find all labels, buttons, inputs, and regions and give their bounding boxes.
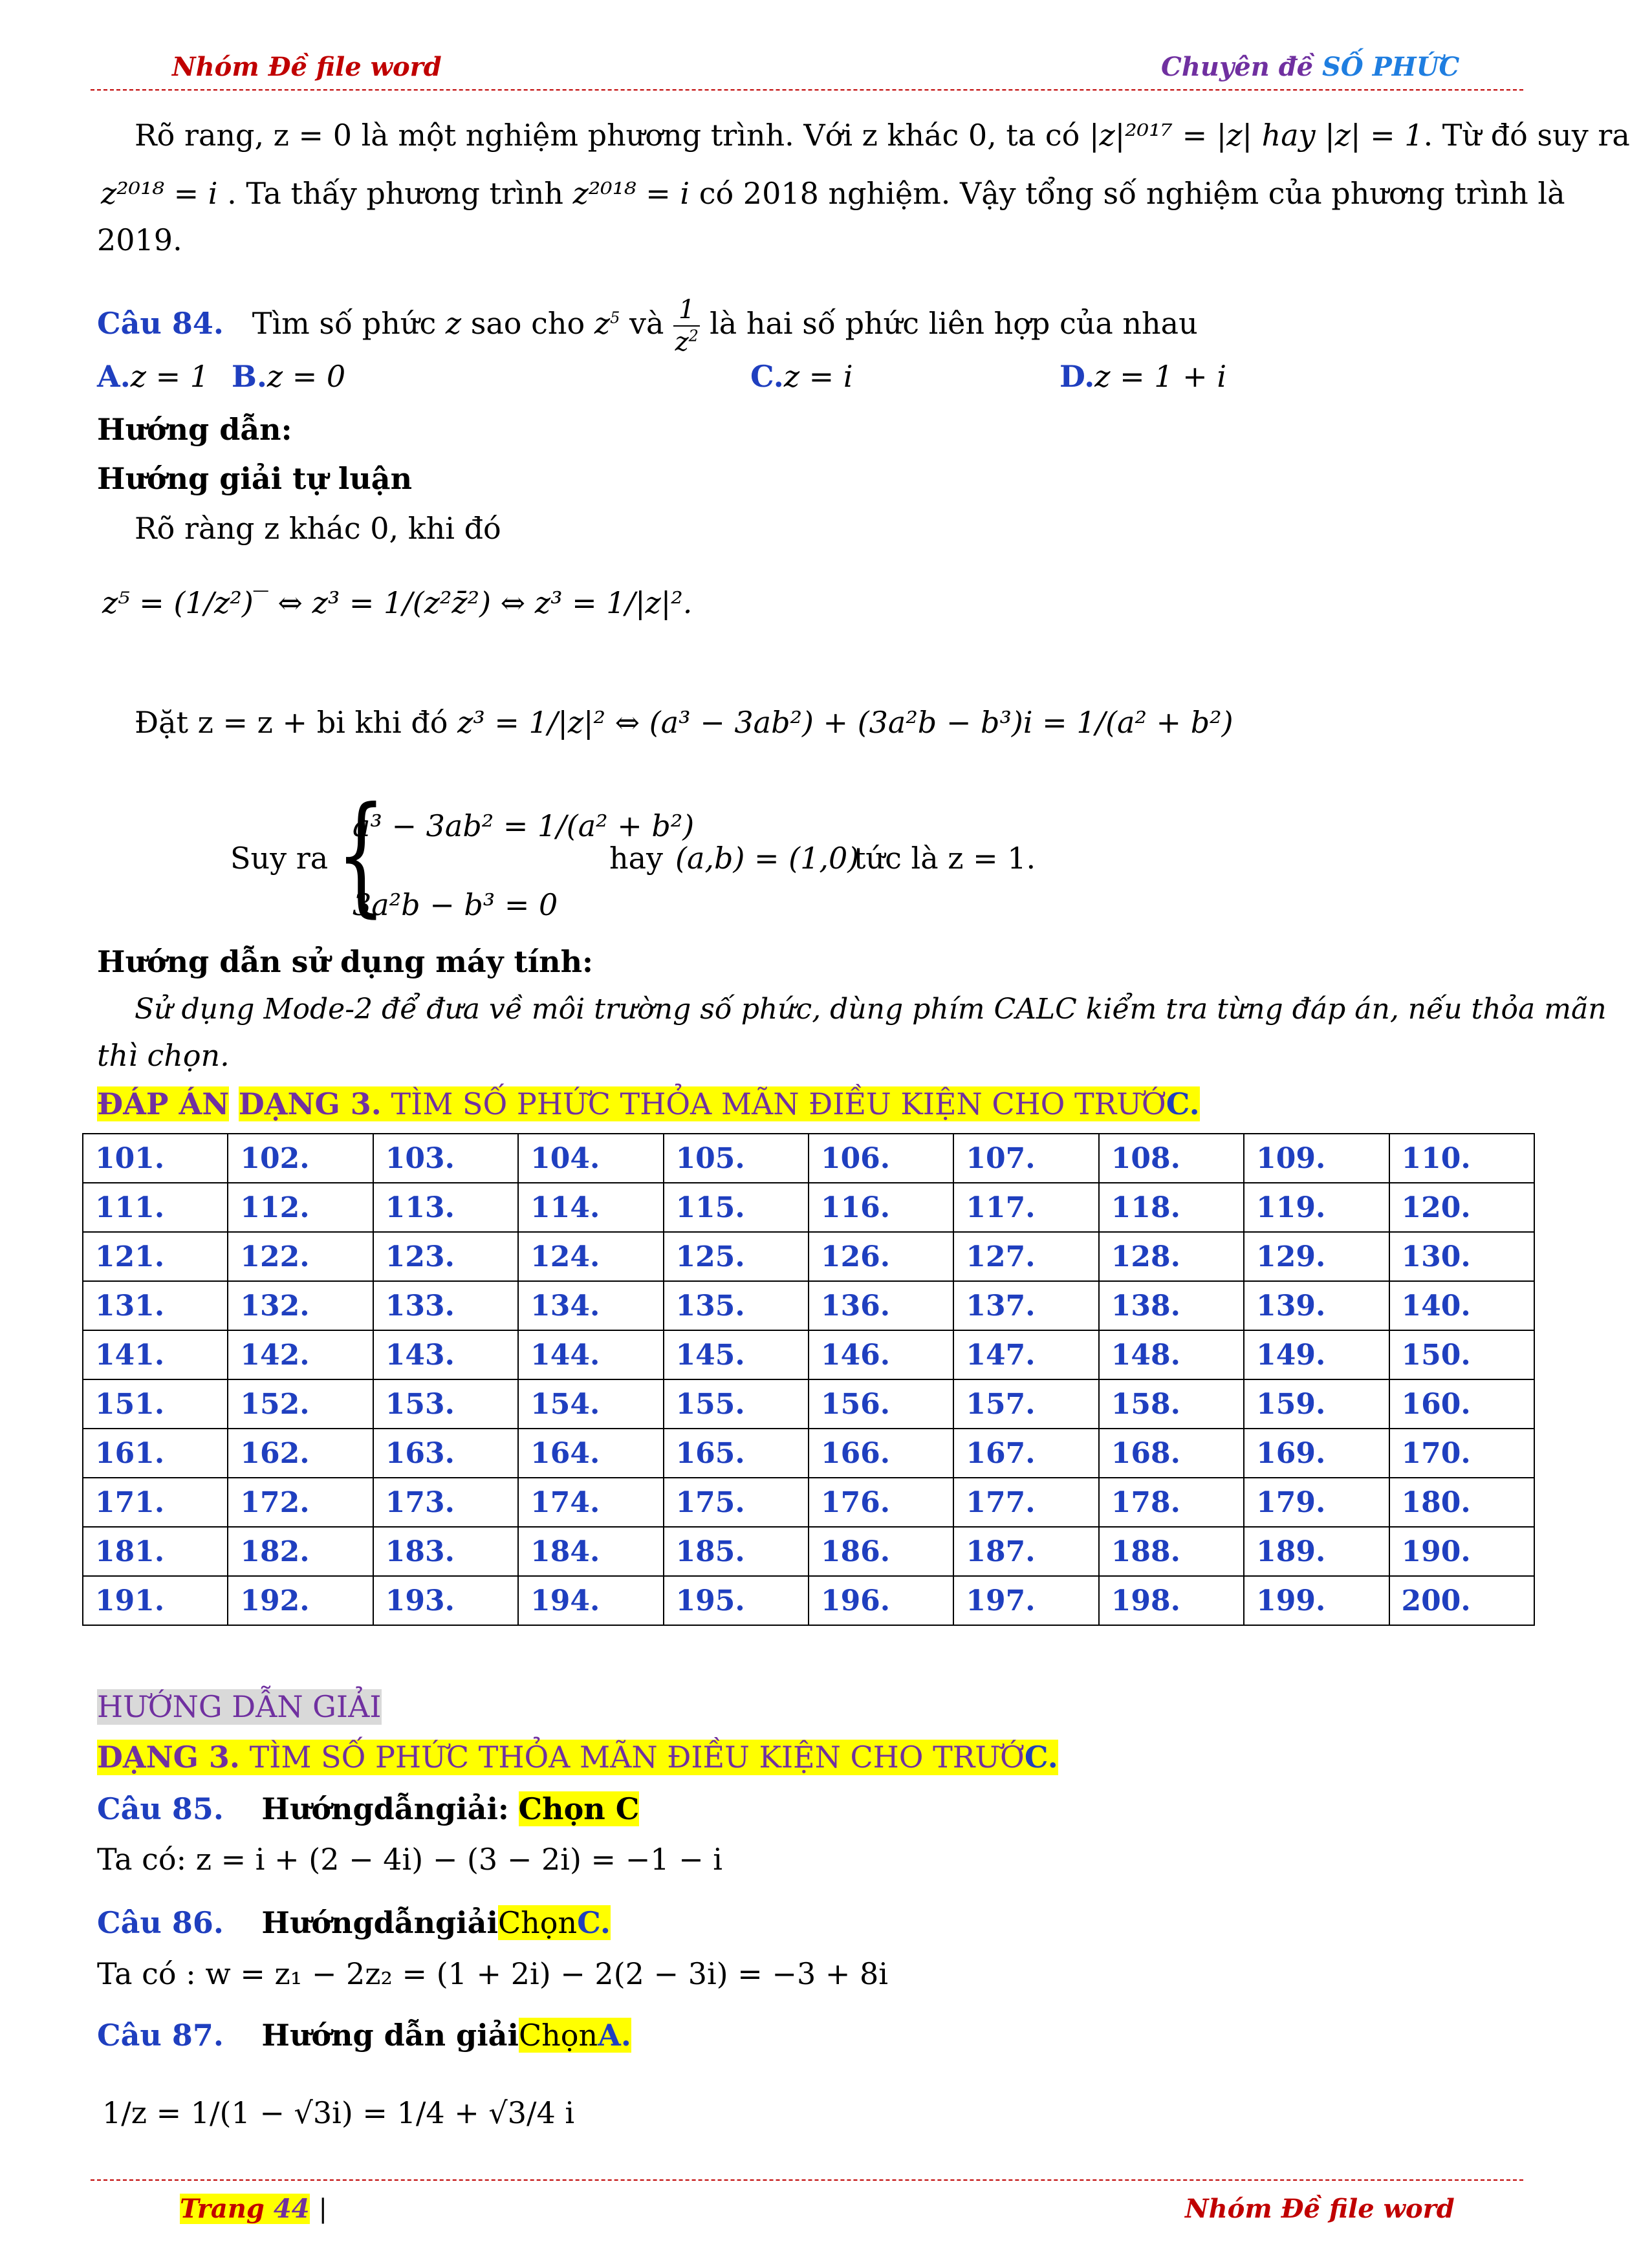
solution-title: HƯỚNG DẪN GIẢI bbox=[97, 1689, 382, 1724]
table-cell: 173. bbox=[373, 1478, 518, 1527]
table-cell: 182. bbox=[228, 1527, 373, 1576]
table-cell: 190. bbox=[1389, 1527, 1534, 1576]
table-cell: 110. bbox=[1389, 1134, 1534, 1183]
question-84-text-d: là hai số phức liên hợp của nhau bbox=[710, 306, 1198, 341]
c86-prefix: Ta có : bbox=[97, 1956, 196, 1991]
guide-eq1: z⁵ = (1/z²)‾ ⇔ z³ = 1/(z²z̄²) ⇔ z³ = 1/|z|². bbox=[102, 585, 693, 620]
guide-conclusion: tức là z = 1. bbox=[854, 841, 1036, 876]
table-cell: 141. bbox=[83, 1330, 228, 1379]
c85-eq: z = i + (2 − 4i) − (3 − 2i) = −1 − i bbox=[195, 1842, 723, 1877]
footer-right: Nhóm Đề file word bbox=[1185, 2194, 1455, 2224]
footer-left bbox=[180, 2194, 327, 2224]
table-cell: 118. bbox=[1099, 1183, 1244, 1232]
table-cell: 124. bbox=[518, 1232, 663, 1281]
table-cell: 155. bbox=[664, 1379, 809, 1429]
table-row bbox=[83, 1478, 1534, 1527]
table-cell: 101. bbox=[83, 1134, 228, 1183]
table-cell: 115. bbox=[664, 1183, 809, 1232]
table-cell: 157. bbox=[953, 1379, 1098, 1429]
table-cell: 107. bbox=[953, 1134, 1098, 1183]
option-d-value: z = 1 + i bbox=[1094, 359, 1227, 394]
table-cell: 178. bbox=[1099, 1478, 1244, 1527]
table-cell: 143. bbox=[373, 1330, 518, 1379]
table-cell: 130. bbox=[1389, 1232, 1534, 1281]
option-c-letter: C. bbox=[750, 359, 784, 394]
answer-section-title bbox=[97, 1086, 1200, 1122]
solution-85-eq bbox=[97, 1842, 723, 1877]
guide-eq2: z³ = 1/|z|² ⇔ (a³ − 3ab²) + (3a²b − b³)i = 1/(a² + b²) bbox=[457, 705, 1233, 740]
table-cell: 123. bbox=[373, 1232, 518, 1281]
calc-line2: thì chọn. bbox=[97, 1038, 230, 1073]
table-cell: 186. bbox=[809, 1527, 953, 1576]
table-cell: 163. bbox=[373, 1429, 518, 1478]
footer-prefix: Trang bbox=[180, 2194, 274, 2224]
table-cell: 158. bbox=[1099, 1379, 1244, 1429]
table-cell: 117. bbox=[953, 1183, 1098, 1232]
option-d[interactable] bbox=[1060, 359, 1226, 394]
table-cell: 146. bbox=[809, 1330, 953, 1379]
table-cell: 108. bbox=[1099, 1134, 1244, 1183]
table-cell: 187. bbox=[953, 1527, 1098, 1576]
intro-line2 bbox=[101, 176, 1565, 211]
guide-pair: (a,b) = (1,0) bbox=[675, 841, 860, 876]
table-cell: 149. bbox=[1244, 1330, 1389, 1379]
option-b-letter: B. bbox=[232, 359, 267, 394]
intro-line1-text: Rõ rang, z = 0 là một nghiệm phương trình. Với z khác 0, ta có bbox=[135, 118, 1080, 153]
solution-87 bbox=[97, 2018, 631, 2053]
question-84-z: z bbox=[445, 306, 462, 341]
question-84-text-a: Tìm số phức bbox=[252, 306, 437, 341]
option-b[interactable] bbox=[232, 359, 345, 394]
guide-subtitle: Hướng giải tự luận bbox=[97, 461, 413, 496]
table-cell: 159. bbox=[1244, 1379, 1389, 1429]
table-cell: 125. bbox=[664, 1232, 809, 1281]
solution-dang bbox=[97, 1740, 1058, 1775]
table-cell: 200. bbox=[1389, 1576, 1534, 1625]
table-cell: 119. bbox=[1244, 1183, 1389, 1232]
table-cell: 105. bbox=[664, 1134, 809, 1183]
table-cell: 165. bbox=[664, 1429, 809, 1478]
table-cell: 194. bbox=[518, 1576, 663, 1625]
table-row bbox=[83, 1281, 1534, 1330]
c85-choice: Chọn C bbox=[518, 1791, 640, 1826]
c86-choice: Chọn bbox=[497, 1905, 578, 1940]
footer-divider bbox=[91, 2179, 1523, 2181]
c86-eq: w = z₁ − 2z₂ = (1 + 2i) − 2(2 − 3i) = −3 + 8i bbox=[205, 1956, 888, 1991]
table-cell: 184. bbox=[518, 1527, 663, 1576]
table-cell: 150. bbox=[1389, 1330, 1534, 1379]
table-cell: 189. bbox=[1244, 1527, 1389, 1576]
table-cell: 147. bbox=[953, 1330, 1098, 1379]
table-row bbox=[83, 1527, 1534, 1576]
c85-guide: Hướngdẫngiải: bbox=[261, 1791, 509, 1826]
answer-table bbox=[82, 1133, 1535, 1626]
table-cell: 193. bbox=[373, 1576, 518, 1625]
option-a[interactable] bbox=[97, 359, 209, 394]
table-cell: 188. bbox=[1099, 1527, 1244, 1576]
intro-line2-math2: z²⁰¹⁸ = i bbox=[572, 176, 690, 211]
intro-line2-end: có 2018 nghiệm. Vậy tổng số nghiệm của phương trình là bbox=[699, 176, 1565, 211]
solution-dang-label: DẠNG 3. bbox=[97, 1740, 240, 1775]
table-cell: 177. bbox=[953, 1478, 1098, 1527]
solution-dang-title: TÌM SỐ PHỨC THỎA MÃN ĐIỀU KIỆN CHO TRƯỚ bbox=[239, 1740, 1025, 1775]
table-cell: 172. bbox=[228, 1478, 373, 1527]
table-cell: 113. bbox=[373, 1183, 518, 1232]
table-cell: 103. bbox=[373, 1134, 518, 1183]
footer-page-box bbox=[180, 2194, 310, 2224]
table-cell: 179. bbox=[1244, 1478, 1389, 1527]
answer-title-wrap bbox=[239, 1086, 1200, 1121]
answer-title: TÌM SỐ PHỨC THỎA MÃN ĐIỀU KIỆN CHO TRƯỚ bbox=[381, 1086, 1166, 1121]
header-right bbox=[1161, 52, 1459, 82]
table-cell: 131. bbox=[83, 1281, 228, 1330]
table-cell: 169. bbox=[1244, 1429, 1389, 1478]
table-cell: 160. bbox=[1389, 1379, 1534, 1429]
calc-title: Hướng dẫn sử dụng máy tính: bbox=[97, 944, 594, 979]
question-84-text-b: sao cho bbox=[470, 306, 585, 341]
table-cell: 133. bbox=[373, 1281, 518, 1330]
table-cell: 183. bbox=[373, 1527, 518, 1576]
table-cell: 197. bbox=[953, 1576, 1098, 1625]
option-b-value: z = 0 bbox=[266, 359, 346, 394]
c86-label: Câu 86. bbox=[97, 1905, 224, 1940]
solution-86 bbox=[97, 1905, 611, 1941]
question-84-label: Câu 84. bbox=[97, 306, 224, 341]
table-cell: 102. bbox=[228, 1134, 373, 1183]
c86-guide: Hướngdẫngiải bbox=[261, 1905, 498, 1940]
question-84-fraction: $\frac{1}{z^2}$ bbox=[673, 294, 700, 358]
intro-line1-math: |z|²⁰¹⁷ = |z| hay |z| = 1 bbox=[1089, 118, 1424, 153]
table-cell: 112. bbox=[228, 1183, 373, 1232]
c87-letter: A. bbox=[598, 2018, 631, 2053]
table-cell: 104. bbox=[518, 1134, 663, 1183]
option-c-value: z = i bbox=[783, 359, 853, 394]
table-cell: 126. bbox=[809, 1232, 953, 1281]
footer-page-number: 44 bbox=[273, 2194, 310, 2224]
table-cell: 120. bbox=[1389, 1183, 1534, 1232]
footer-separator: | bbox=[318, 2194, 327, 2224]
table-cell: 138. bbox=[1099, 1281, 1244, 1330]
table-cell: 114. bbox=[518, 1183, 663, 1232]
table-cell: 132. bbox=[228, 1281, 373, 1330]
table-cell: 175. bbox=[664, 1478, 809, 1527]
question-84 bbox=[97, 294, 1198, 358]
table-cell: 136. bbox=[809, 1281, 953, 1330]
guide-line2-prefix: Đặt z = z + bi khi đó bbox=[135, 705, 448, 740]
intro-line2-text: . Ta thấy phương trình bbox=[227, 176, 563, 211]
table-cell: 199. bbox=[1244, 1576, 1389, 1625]
table-row bbox=[83, 1232, 1534, 1281]
table-cell: 181. bbox=[83, 1527, 228, 1576]
table-cell: 128. bbox=[1099, 1232, 1244, 1281]
question-84-z5: $z^5$ bbox=[594, 306, 620, 341]
table-cell: 180. bbox=[1389, 1478, 1534, 1527]
table-cell: 152. bbox=[228, 1379, 373, 1429]
solution-85 bbox=[97, 1791, 639, 1827]
guide-hay: hay bbox=[609, 841, 664, 876]
table-cell: 198. bbox=[1099, 1576, 1244, 1625]
system-brace: { bbox=[336, 779, 386, 930]
intro-line1-end: . Từ đó suy ra bbox=[1423, 118, 1630, 153]
table-cell: 148. bbox=[1099, 1330, 1244, 1379]
table-cell: 135. bbox=[664, 1281, 809, 1330]
table-cell: 185. bbox=[664, 1527, 809, 1576]
guide-sys2: 3a²b − b³ = 0 bbox=[353, 887, 558, 922]
table-cell: 156. bbox=[809, 1379, 953, 1429]
table-row bbox=[83, 1330, 1534, 1379]
table-cell: 151. bbox=[83, 1379, 228, 1429]
table-cell: 111. bbox=[83, 1183, 228, 1232]
table-cell: 154. bbox=[518, 1379, 663, 1429]
table-cell: 162. bbox=[228, 1429, 373, 1478]
table-cell: 106. bbox=[809, 1134, 953, 1183]
guide-sys1: a³ − 3ab² = 1/(a² + b²) bbox=[353, 808, 695, 843]
option-d-letter: D. bbox=[1060, 359, 1095, 394]
table-row bbox=[83, 1134, 1534, 1183]
option-c[interactable] bbox=[750, 359, 853, 394]
table-cell: 134. bbox=[518, 1281, 663, 1330]
c87-label: Câu 87. bbox=[97, 2018, 224, 2053]
answer-end: C. bbox=[1166, 1086, 1200, 1121]
answer-prefix: ĐÁP ÁN bbox=[97, 1086, 230, 1121]
table-cell: 176. bbox=[809, 1478, 953, 1527]
header-right-prefix: Chuyên đề bbox=[1161, 52, 1323, 82]
table-cell: 164. bbox=[518, 1429, 663, 1478]
guide-title: Hướng dẫn: bbox=[97, 412, 292, 447]
option-a-letter: A. bbox=[97, 359, 131, 394]
table-cell: 153. bbox=[373, 1379, 518, 1429]
c85-label: Câu 85. bbox=[97, 1791, 224, 1826]
table-cell: 168. bbox=[1099, 1429, 1244, 1478]
table-cell: 145. bbox=[664, 1330, 809, 1379]
table-row bbox=[83, 1183, 1534, 1232]
question-84-text-c: và bbox=[629, 306, 664, 341]
guide-line1: Rõ ràng z khác 0, khi đó bbox=[135, 511, 501, 546]
guide-suy-ra: Suy ra bbox=[230, 841, 329, 876]
table-cell: 109. bbox=[1244, 1134, 1389, 1183]
table-cell: 170. bbox=[1389, 1429, 1534, 1478]
c87-choice: Chọn bbox=[518, 2018, 598, 2053]
table-cell: 167. bbox=[953, 1429, 1098, 1478]
table-cell: 192. bbox=[228, 1576, 373, 1625]
calc-line1: Sử dụng Mode-2 để đưa về môi trường số phức, dùng phím CALC kiểm tra từng đáp án, nếu thỏa mãn bbox=[135, 993, 1607, 1026]
table-cell: 171. bbox=[83, 1478, 228, 1527]
header-right-topic: SỐ PHỨC bbox=[1322, 52, 1460, 82]
table-cell: 174. bbox=[518, 1478, 663, 1527]
header-divider bbox=[91, 89, 1523, 91]
table-cell: 166. bbox=[809, 1429, 953, 1478]
intro-line3: 2019. bbox=[97, 222, 182, 257]
solution-86-eq bbox=[97, 1956, 888, 1992]
option-a-value: z = 1 bbox=[130, 359, 210, 394]
c85-prefix: Ta có: bbox=[97, 1842, 187, 1877]
table-cell: 127. bbox=[953, 1232, 1098, 1281]
solution-87-eq: 1/z = 1/(1 − √3i) = 1/4 + √3/4 i bbox=[102, 2095, 575, 2130]
header-left: Nhóm Đề file word bbox=[172, 52, 442, 82]
table-cell: 140. bbox=[1389, 1281, 1534, 1330]
intro-line2-math: z²⁰¹⁸ = i bbox=[101, 176, 218, 211]
answer-dang: DẠNG 3. bbox=[238, 1086, 382, 1121]
solution-dang-end: C. bbox=[1024, 1740, 1058, 1775]
c86-letter: C. bbox=[577, 1905, 611, 1940]
guide-line2 bbox=[135, 705, 1233, 740]
table-cell: 122. bbox=[228, 1232, 373, 1281]
table-cell: 142. bbox=[228, 1330, 373, 1379]
table-cell: 161. bbox=[83, 1429, 228, 1478]
table-row bbox=[83, 1576, 1534, 1625]
table-row bbox=[83, 1429, 1534, 1478]
table-cell: 137. bbox=[953, 1281, 1098, 1330]
table-cell: 195. bbox=[664, 1576, 809, 1625]
c87-guide: Hướng dẫn giải bbox=[261, 2018, 519, 2053]
table-cell: 191. bbox=[83, 1576, 228, 1625]
table-cell: 139. bbox=[1244, 1281, 1389, 1330]
table-row bbox=[83, 1379, 1534, 1429]
table-cell: 129. bbox=[1244, 1232, 1389, 1281]
table-cell: 121. bbox=[83, 1232, 228, 1281]
table-cell: 196. bbox=[809, 1576, 953, 1625]
table-cell: 144. bbox=[518, 1330, 663, 1379]
intro-line1 bbox=[135, 118, 1630, 153]
table-cell: 116. bbox=[809, 1183, 953, 1232]
